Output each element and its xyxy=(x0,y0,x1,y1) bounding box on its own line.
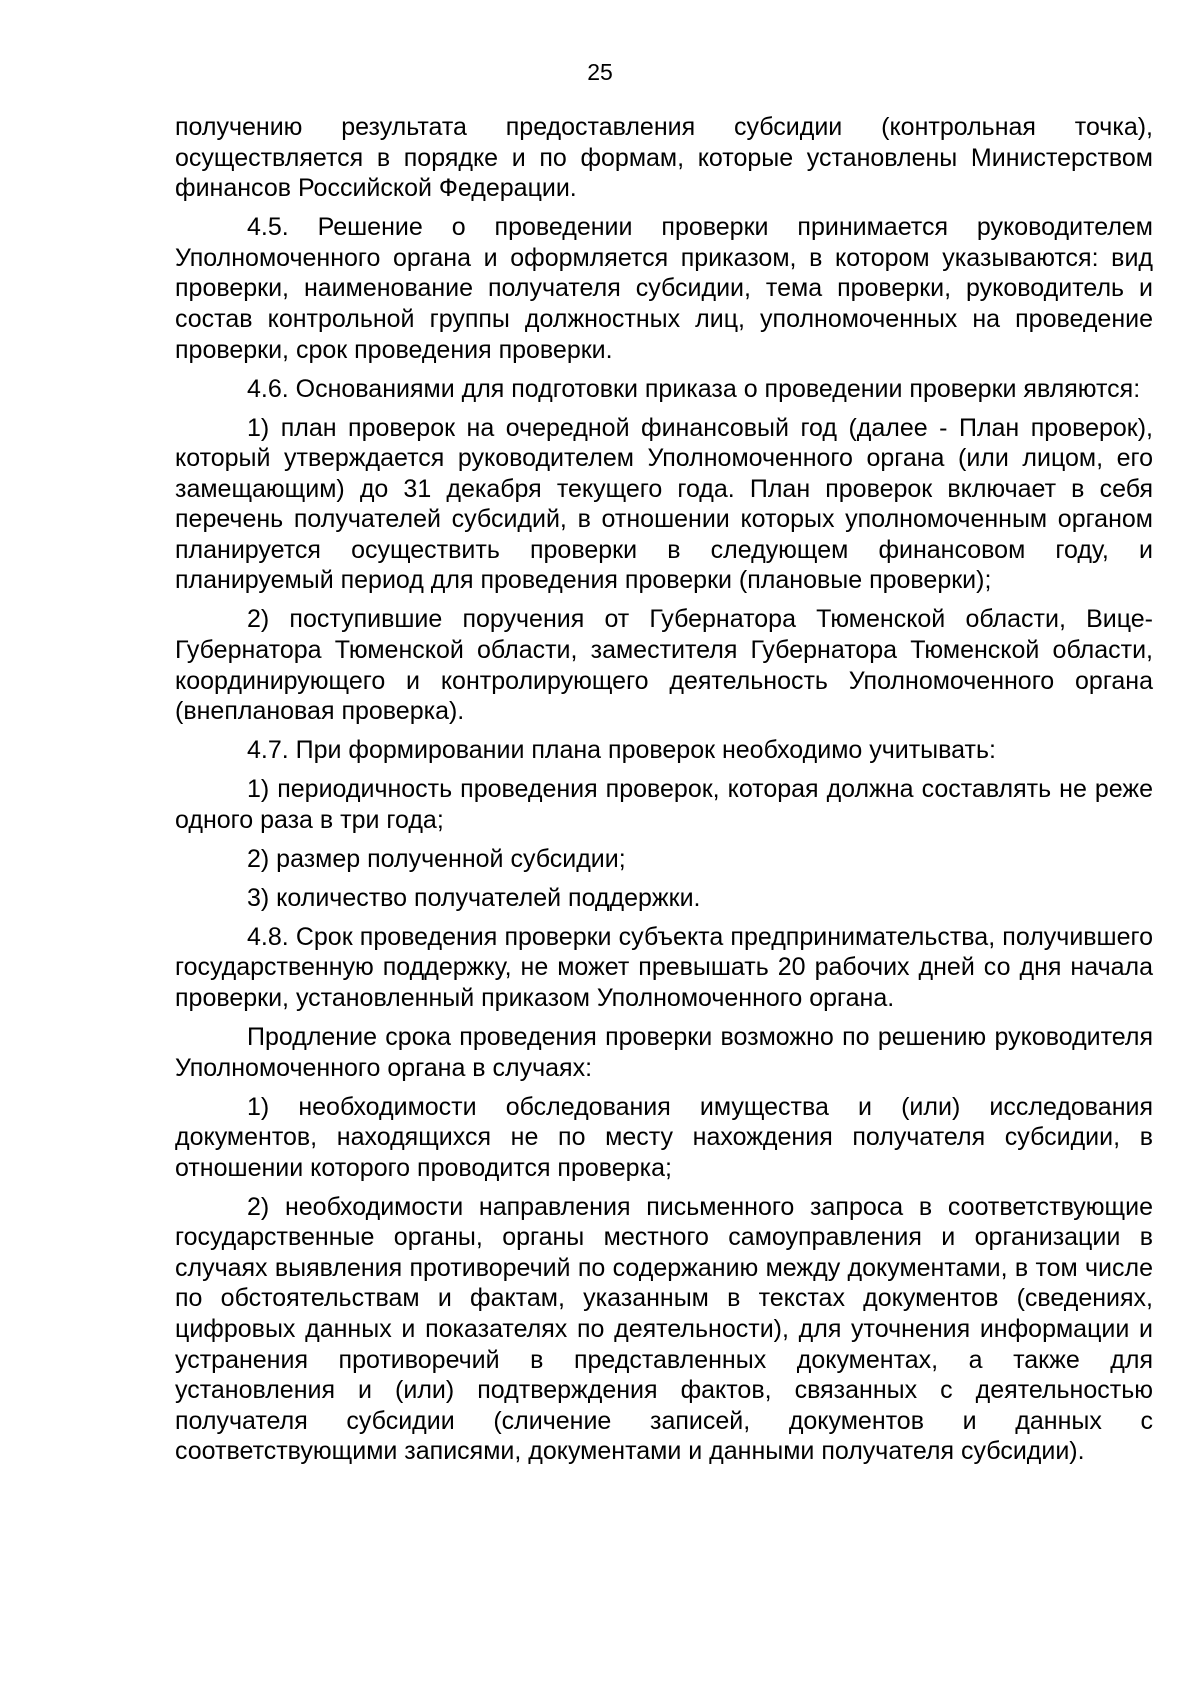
paragraph-4-7: 4.7. При формировании плана проверок необходимо учитывать: xyxy=(247,736,996,765)
paragraph-4-6: 4.6. Основаниями для подготовки приказа о проведении проверки являются: xyxy=(247,374,1141,403)
paragraph-4-8: 4.8. Срок проведения проверки субъекта предпринимательства, получившего государственную поддержку, не может превышать 20 рабочих дней со дня начала проверки, установленный приказом Уполномоченного органа. xyxy=(175,922,1153,1012)
page-number: 25 xyxy=(587,59,613,85)
paragraph-extension: Продление срока проведения проверки возможно по решению руководителя Уполномоченного органа в случаях: xyxy=(175,1022,1153,1082)
document-body xyxy=(175,112,1153,1475)
paragraph-4-7-item-3: 3) количество получателей поддержки. xyxy=(247,883,701,912)
paragraph-4-6-item-2: 2) поступившие поручения от Губернатора Тюменской области, Вице-Губернатора Тюменской области, заместителя Губернатора Тюменской области, координирующего и контролирующего деятельность Уполномоченного органа (внеплановая проверка). xyxy=(175,605,1153,726)
paragraph-continuation: получению результата предоставления субсидии (контрольная точка), осуществляется в порядке и по формам, которые установлены Министерством финансов Российской Федерации. xyxy=(175,113,1153,203)
paragraph-extension-item-1: 1) необходимости обследования имущества и (или) исследования документов, находящихся не по месту нахождения получателя субсидии, в отношении которого проводится проверка; xyxy=(175,1092,1153,1182)
paragraph-4-7-item-1: 1) периодичность проведения проверок, которая должна составлять не реже одного раза в три года; xyxy=(175,775,1153,834)
paragraph-4-7-item-2: 2) размер полученной субсидии; xyxy=(247,844,626,873)
paragraph-extension-item-2: 2) необходимости направления письменного запроса в соответствующие государственные органы, органы местного самоуправления и организации в случаях выявления противоречий по содержанию между документами, в том числе по обстоятельствам и фактам, указанным в текстах документов (сведениях, цифровых данных и показателях по деятельности), для уточнения информации и устранения противоречий в представленных документах, а также для установления и (или) подтверждения фактов, связанных с деятельностью получателя субсидии (сличение записей, документов и данных с соответствующими записями, документами и данными получателя субсидии). xyxy=(175,1192,1153,1466)
paragraph-4-6-item-1: 1) план проверок на очередной финансовый год (далее - План проверок), который утверждается руководителем Уполномоченного органа (или лицом, его замещающим) до 31 декабря текущего года. План проверок включает в себя перечень получателей субсидий, в отношении которых уполномоченным органом планируется осуществить проверки в следующем финансовом году, и планируемый период для проведения проверки (плановые проверки); xyxy=(175,413,1153,595)
paragraph-4-5: 4.5. Решение о проведении проверки принимается руководителем Уполномоченного органа и оформляется приказом, в котором указываются: вид проверки, наименование получателя субсидии, тема проверки, руководитель и состав контрольной группы должностных лиц, уполномоченных на проведение проверки, срок проведения проверки. xyxy=(175,213,1153,364)
